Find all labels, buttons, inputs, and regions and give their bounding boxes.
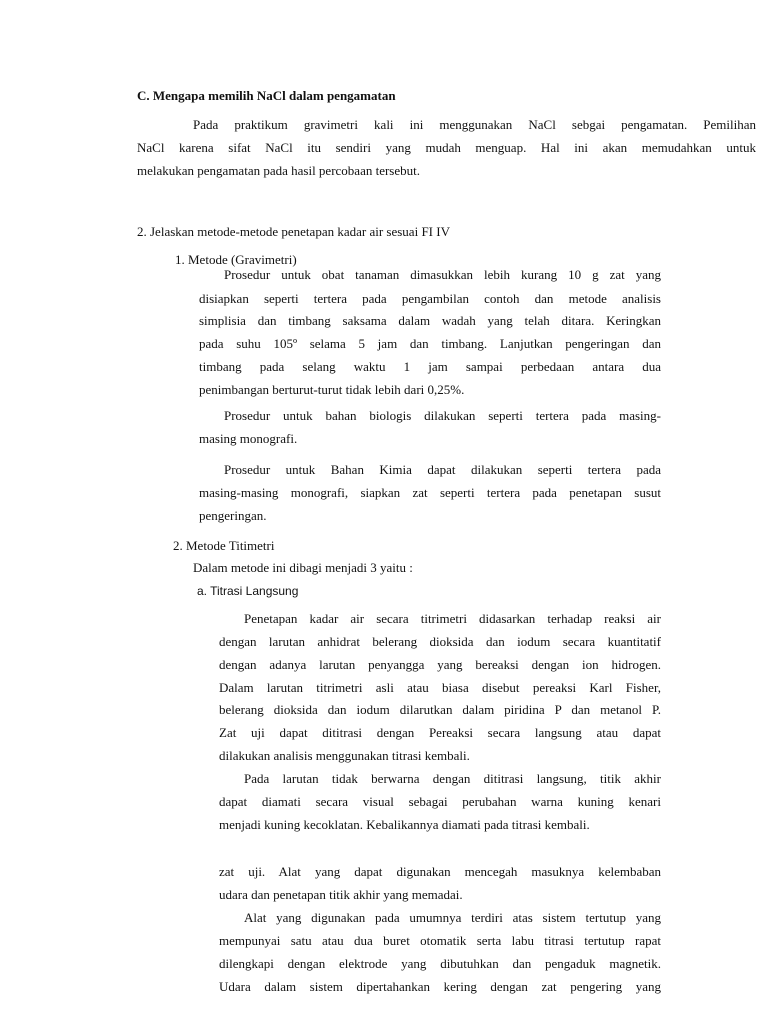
m1-p3-line-2: masing-masing monografi, siapkan zat seperti tertera pada penetapan susut xyxy=(199,485,661,500)
pb2-line-2: mempunyai satu atau dua buret otomatik serta labu titrasi tertutup rapat xyxy=(219,933,661,948)
m1-p3-line-1: Prosedur untuk Bahan Kimia dapat dilakukan seperti tertera pada xyxy=(224,462,661,477)
section-c-line-1: Pada praktikum gravimetri kali ini menggunakan NaCl sebgai pengamatan. Pemilihan xyxy=(193,117,756,132)
pa1-line-2: dengan larutan anhidrat belerang dioksida dan iodum secara kuantitatif xyxy=(219,634,661,649)
pb2-line-3: dilengkapi dengan elektrode yang dibutuhkan dan pengaduk magnetik. xyxy=(219,956,661,971)
method-2-intro: Dalam metode ini dibagi menjadi 3 yaitu : xyxy=(193,560,413,575)
pa2-line-2: dapat diamati secara visual sebagai perubahan warna kuning kenari xyxy=(219,794,661,809)
pa2-line-3: menjadi kuning kecoklatan. Kebalikannya diamati pada titrasi kembali. xyxy=(219,817,590,832)
m1-p2-line-2: masing monografi. xyxy=(199,431,298,446)
pb2-line-1: Alat yang digunakan pada umumnya terdiri atas sistem tertutup yang xyxy=(244,910,661,925)
pb1-line-2: udara dan penetapan titik akhir yang memadai. xyxy=(219,887,463,902)
m1-p1-line-6: penimbangan berturut-turut tidak lebih dari 0,25%. xyxy=(199,382,465,397)
m1-p2-line-1: Prosedur untuk bahan biologis dilakukan seperti tertera pada masing- xyxy=(224,408,661,423)
m1-p1-line-5: timbang pada selang waktu 1 jam sampai perbedaan antara dua xyxy=(199,359,661,374)
pa2-line-1: Pada larutan tidak berwarna dengan dititrasi langsung, titik akhir xyxy=(244,771,661,786)
pb1-line-1: zat uji. Alat yang dapat digunakan mencegah masuknya kelembaban xyxy=(219,864,661,879)
pa1-line-6: Zat uji dapat dititrasi dengan Pereaksi secara langsung atau dapat xyxy=(219,725,661,740)
section-c-line-2: NaCl karena sifat NaCl itu sendiri yang mudah menguap. Hal ini akan memudahkan untuk xyxy=(137,140,756,155)
m1-p1-line-3: simplisia dan timbang saksama dalam wadah yang telah ditara. Keringkan xyxy=(199,313,661,328)
question-2-heading: 2. Jelaskan metode-metode penetapan kadar air sesuai FI IV xyxy=(137,224,450,239)
pa1-line-7: dilakukan analisis menggunakan titrasi kembali. xyxy=(219,748,470,763)
subsection-a-title: a. Titrasi Langsung xyxy=(197,584,299,598)
section-c-line-3: melakukan pengamatan pada hasil percobaan tersebut. xyxy=(137,163,420,178)
section-c-heading: C. Mengapa memilih NaCl dalam pengamatan xyxy=(137,88,396,103)
pb2-line-4: Udara dalam sistem dipertahankan kering dengan zat pengering yang xyxy=(219,979,661,994)
method-1-title: 1. Metode (Gravimetri) xyxy=(175,252,297,267)
pa1-line-1: Penetapan kadar air secara titrimetri didasarkan terhadap reaksi air xyxy=(244,611,661,626)
m1-p1-line-4: pada suhu 105º selama 5 jam dan timbang. Lanjutkan pengeringan dan xyxy=(199,336,661,351)
m1-p3-line-3: pengeringan. xyxy=(199,508,267,523)
method-2-title: 2. Metode Titimetri xyxy=(173,538,275,553)
pa1-line-4: Dalam larutan titrimetri asli atau biasa disebut pereaksi Karl Fisher, xyxy=(219,680,661,695)
m1-p1-line-1: Prosedur untuk obat tanaman dimasukkan lebih kurang 10 g zat yang xyxy=(224,267,661,282)
pa1-line-3: dengan adanya larutan penyangga yang bereaksi dengan ion hidrogen. xyxy=(219,657,661,672)
pa1-line-5: belerang dioksida dan iodum dilarutkan dalam piridina P dan metanol P. xyxy=(219,702,661,717)
m1-p1-line-2: disiapkan seperti tertera pada pengambilan contoh dan metode analisis xyxy=(199,291,661,306)
